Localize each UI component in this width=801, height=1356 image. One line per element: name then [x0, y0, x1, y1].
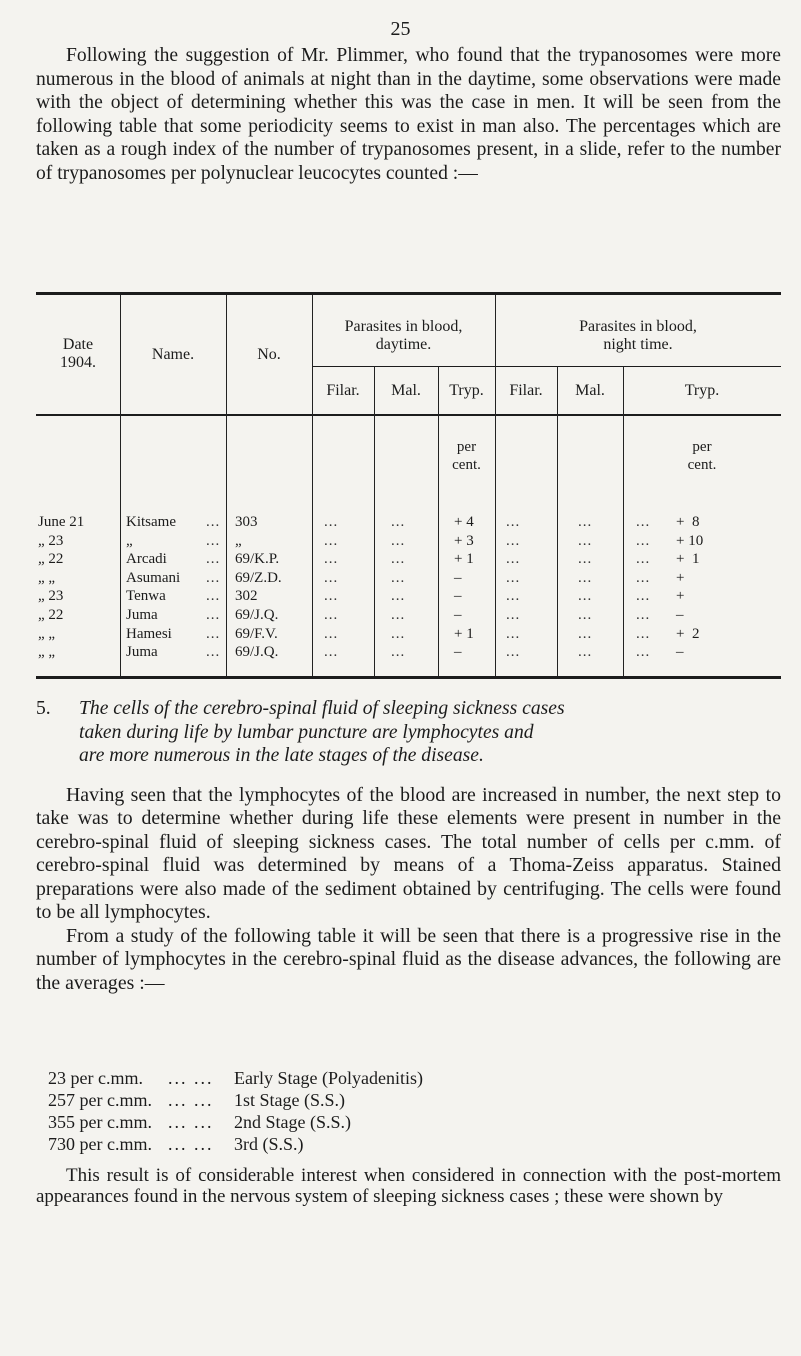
cell-day-mal-empty: ... — [391, 644, 406, 661]
header-day-group: Parasites in blood, daytime. — [344, 318, 463, 353]
cell-no: 302 — [235, 588, 258, 605]
paragraph-3: From a study of the following table it will be seen that there is a progressive rise in the number of lymphocytes in the cerebro-spinal fluid as the disease advances, the following are the averages :— — [36, 925, 781, 994]
cell-date: „ 22 — [38, 551, 64, 568]
leader-dots: ... — [206, 551, 221, 568]
average-stage: 3rd (S.S.) — [234, 1134, 304, 1154]
average-value: 355 per c.mm. — [48, 1112, 152, 1132]
cell-no: „ — [235, 532, 242, 549]
cell-no: 69/J.Q. — [235, 607, 279, 623]
header-day-mal: Mal. — [391, 382, 421, 399]
cell-night-lead-empty: ... — [636, 644, 651, 661]
cell-night-tryp: + 10 — [676, 532, 704, 549]
cell-name: Juma — [126, 607, 158, 623]
cell-no: 69/K.P. — [235, 551, 280, 568]
cell-date: „ „ — [38, 569, 56, 586]
cell-night-mal-empty: ... — [578, 625, 593, 642]
cell-night-lead-empty: ... — [636, 532, 651, 549]
cell-night-lead-empty: ... — [636, 569, 651, 586]
cell-day-filar-empty: ... — [324, 588, 339, 605]
leader-dots: ... — [206, 569, 221, 586]
table-bottom-rule — [36, 676, 781, 679]
cell-name: Tenwa — [126, 588, 166, 605]
cell-night-lead-empty: ... — [636, 625, 651, 642]
cell-date: „ „ — [38, 625, 56, 642]
col-divider — [623, 366, 624, 676]
header-night-mal: Mal. — [575, 382, 605, 399]
cell-day-tryp: – — [454, 588, 462, 605]
cell-night-filar-empty: ... — [506, 607, 521, 623]
paragraph-2: Having seen that the lymphocytes of the blood are increased in number, the next step to take was to determine whether during life these elements were present in number in the cerebro-spinal fluid of sleeping sickness cases. The total number of cells per c.mm. of cerebro-spinal fluid was determined by means of a Thoma-Zeiss apparatus. Stained preparations were also made of the sediment obtained by centrifuging. The cells were found to be all lymphocytes. — [36, 784, 781, 924]
cell-day-tryp: – — [454, 644, 462, 661]
cell-day-filar-empty: ... — [324, 607, 339, 623]
unit-day-tryp: per cent. — [452, 439, 481, 473]
cell-day-filar-empty: ... — [324, 532, 339, 549]
cell-night-filar-empty: ... — [506, 532, 521, 549]
header-name: Name. — [151, 346, 195, 363]
cell-night-lead-empty: ... — [636, 514, 651, 530]
cell-day-tryp: + 1 — [454, 551, 474, 568]
cell-night-mal-empty: ... — [578, 532, 593, 549]
paragraph-4: This result is of considerable interest when considered in connection with the post-mortem appearances found in the nervous system of sleeping sickness cases ; these were shown by — [36, 1165, 781, 1207]
leader-dots: ... — [206, 532, 221, 549]
header-night-tryp: Tryp. — [684, 382, 720, 399]
cell-day-mal-empty: ... — [391, 625, 406, 642]
average-stage: 2nd Stage (S.S.) — [234, 1112, 351, 1132]
cell-night-filar-empty: ... — [506, 569, 521, 586]
average-value: 23 per c.mm. — [48, 1068, 143, 1088]
cell-name: Juma — [126, 644, 158, 661]
col-divider — [557, 366, 558, 676]
cell-night-mal-empty: ... — [578, 588, 593, 605]
cell-day-filar-empty: ... — [324, 644, 339, 661]
col-divider — [438, 366, 439, 676]
leader-dots: ... — [206, 588, 221, 605]
cell-no: 69/Z.D. — [235, 569, 282, 586]
cell-night-filar-empty: ... — [506, 551, 521, 568]
cell-night-tryp: + — [676, 588, 685, 605]
cell-day-tryp: + 4 — [454, 514, 474, 530]
cell-no: 69/J.Q. — [235, 644, 279, 661]
table-header-rule — [36, 414, 781, 416]
cell-name: „ — [126, 532, 133, 549]
cell-night-lead-empty: ... — [636, 551, 651, 568]
cell-day-tryp: + 3 — [454, 532, 474, 549]
cell-night-tryp: + 2 — [676, 625, 700, 642]
col-divider — [374, 366, 375, 676]
cell-night-tryp: + — [676, 569, 685, 586]
cell-no: 303 — [235, 514, 258, 530]
table-top-rule — [36, 292, 781, 295]
cell-name: Arcadi — [126, 551, 167, 568]
cell-night-mal-empty: ... — [578, 514, 593, 530]
header-night-group: Parasites in blood, night time. — [579, 318, 697, 353]
cell-day-mal-empty: ... — [391, 607, 406, 623]
leader-dots: ... — [206, 625, 221, 642]
cell-night-filar-empty: ... — [506, 625, 521, 642]
cell-day-filar-empty: ... — [324, 551, 339, 568]
cell-name: Kitsame — [126, 514, 176, 530]
average-value: 257 per c.mm. — [48, 1090, 152, 1110]
cell-night-lead-empty: ... — [636, 588, 651, 605]
section-number: 5. — [36, 698, 51, 719]
cell-day-mal-empty: ... — [391, 588, 406, 605]
section-title-line: are more numerous in the late stages of the disease. — [79, 745, 484, 767]
cell-night-mal-empty: ... — [578, 551, 593, 568]
average-leader: ... ... — [168, 1090, 214, 1110]
table-group-rule — [312, 366, 781, 367]
average-leader: ... ... — [168, 1134, 214, 1154]
cell-day-mal-empty: ... — [391, 551, 406, 568]
section-heading — [36, 697, 781, 768]
cell-date: „ „ — [38, 644, 56, 661]
average-leader: ... ... — [168, 1068, 214, 1088]
page-number: 25 — [390, 18, 411, 40]
cell-night-mal-empty: ... — [578, 607, 593, 623]
cell-night-filar-empty: ... — [506, 644, 521, 661]
cell-day-tryp: – — [454, 569, 462, 586]
cell-night-filar-empty: ... — [506, 514, 521, 530]
cell-date: „ 22 — [38, 607, 64, 623]
average-stage: 1st Stage (S.S.) — [234, 1090, 346, 1110]
average-stage: Early Stage (Polyadenitis) — [234, 1068, 423, 1088]
cell-date: „ 23 — [38, 588, 64, 605]
cell-name: Hamesi — [126, 625, 172, 642]
unit-night-tryp: per cent. — [687, 439, 717, 473]
cell-day-filar-empty: ... — [324, 514, 339, 530]
header-day-tryp: Tryp. — [449, 382, 484, 399]
leader-dots: ... — [206, 607, 221, 623]
cell-date: „ 23 — [38, 532, 64, 549]
cell-night-mal-empty: ... — [578, 644, 593, 661]
cell-day-tryp: + 1 — [454, 625, 474, 642]
cell-day-filar-empty: ... — [324, 625, 339, 642]
cell-date: June 21 — [38, 514, 85, 530]
cell-name: Asumani — [126, 569, 181, 586]
cell-day-tryp: – — [454, 607, 462, 623]
cell-night-tryp: – — [676, 644, 684, 661]
average-leader: ... ... — [168, 1112, 214, 1132]
cell-night-mal-empty: ... — [578, 569, 593, 586]
section-title-line: taken during life by lumbar puncture are lymphocytes and — [79, 721, 534, 743]
cell-day-filar-empty: ... — [324, 569, 339, 586]
cell-night-tryp: + 1 — [676, 551, 700, 568]
cell-day-mal-empty: ... — [391, 514, 406, 530]
average-value: 730 per c.mm. — [48, 1134, 152, 1154]
section-title-line: The cells of the cerebro-spinal fluid of sleeping sickness cases — [79, 698, 565, 719]
cell-night-tryp: – — [676, 607, 684, 623]
header-day-filar: Filar. — [326, 382, 360, 399]
cell-day-mal-empty: ... — [391, 569, 406, 586]
header-no: No. — [257, 346, 281, 363]
cell-day-mal-empty: ... — [391, 532, 406, 549]
leader-dots: ... — [206, 514, 221, 530]
leader-dots: ... — [206, 644, 221, 661]
trypanosome-table — [36, 292, 781, 682]
intro-paragraph: Following the suggestion of Mr. Plimmer, who found that the trypanosomes were more numerous in the blood of animals at night than in the daytime, some observations were made with the object of determining whether this was the case in men. It will be seen from the following table that some periodicity seems to exist in man also. The percentages which are taken as a rough index of the number of trypanosomes present, in a slide, refer to the number of trypanosomes per polynuclear leucocytes counted :— — [36, 45, 781, 184]
header-date: Date 1904. — [60, 336, 96, 371]
cell-night-filar-empty: ... — [506, 588, 521, 605]
cell-night-tryp: + 8 — [676, 514, 700, 530]
cell-no: 69/F.V. — [235, 625, 278, 642]
header-night-filar: Filar. — [509, 382, 543, 399]
cell-night-lead-empty: ... — [636, 607, 651, 623]
